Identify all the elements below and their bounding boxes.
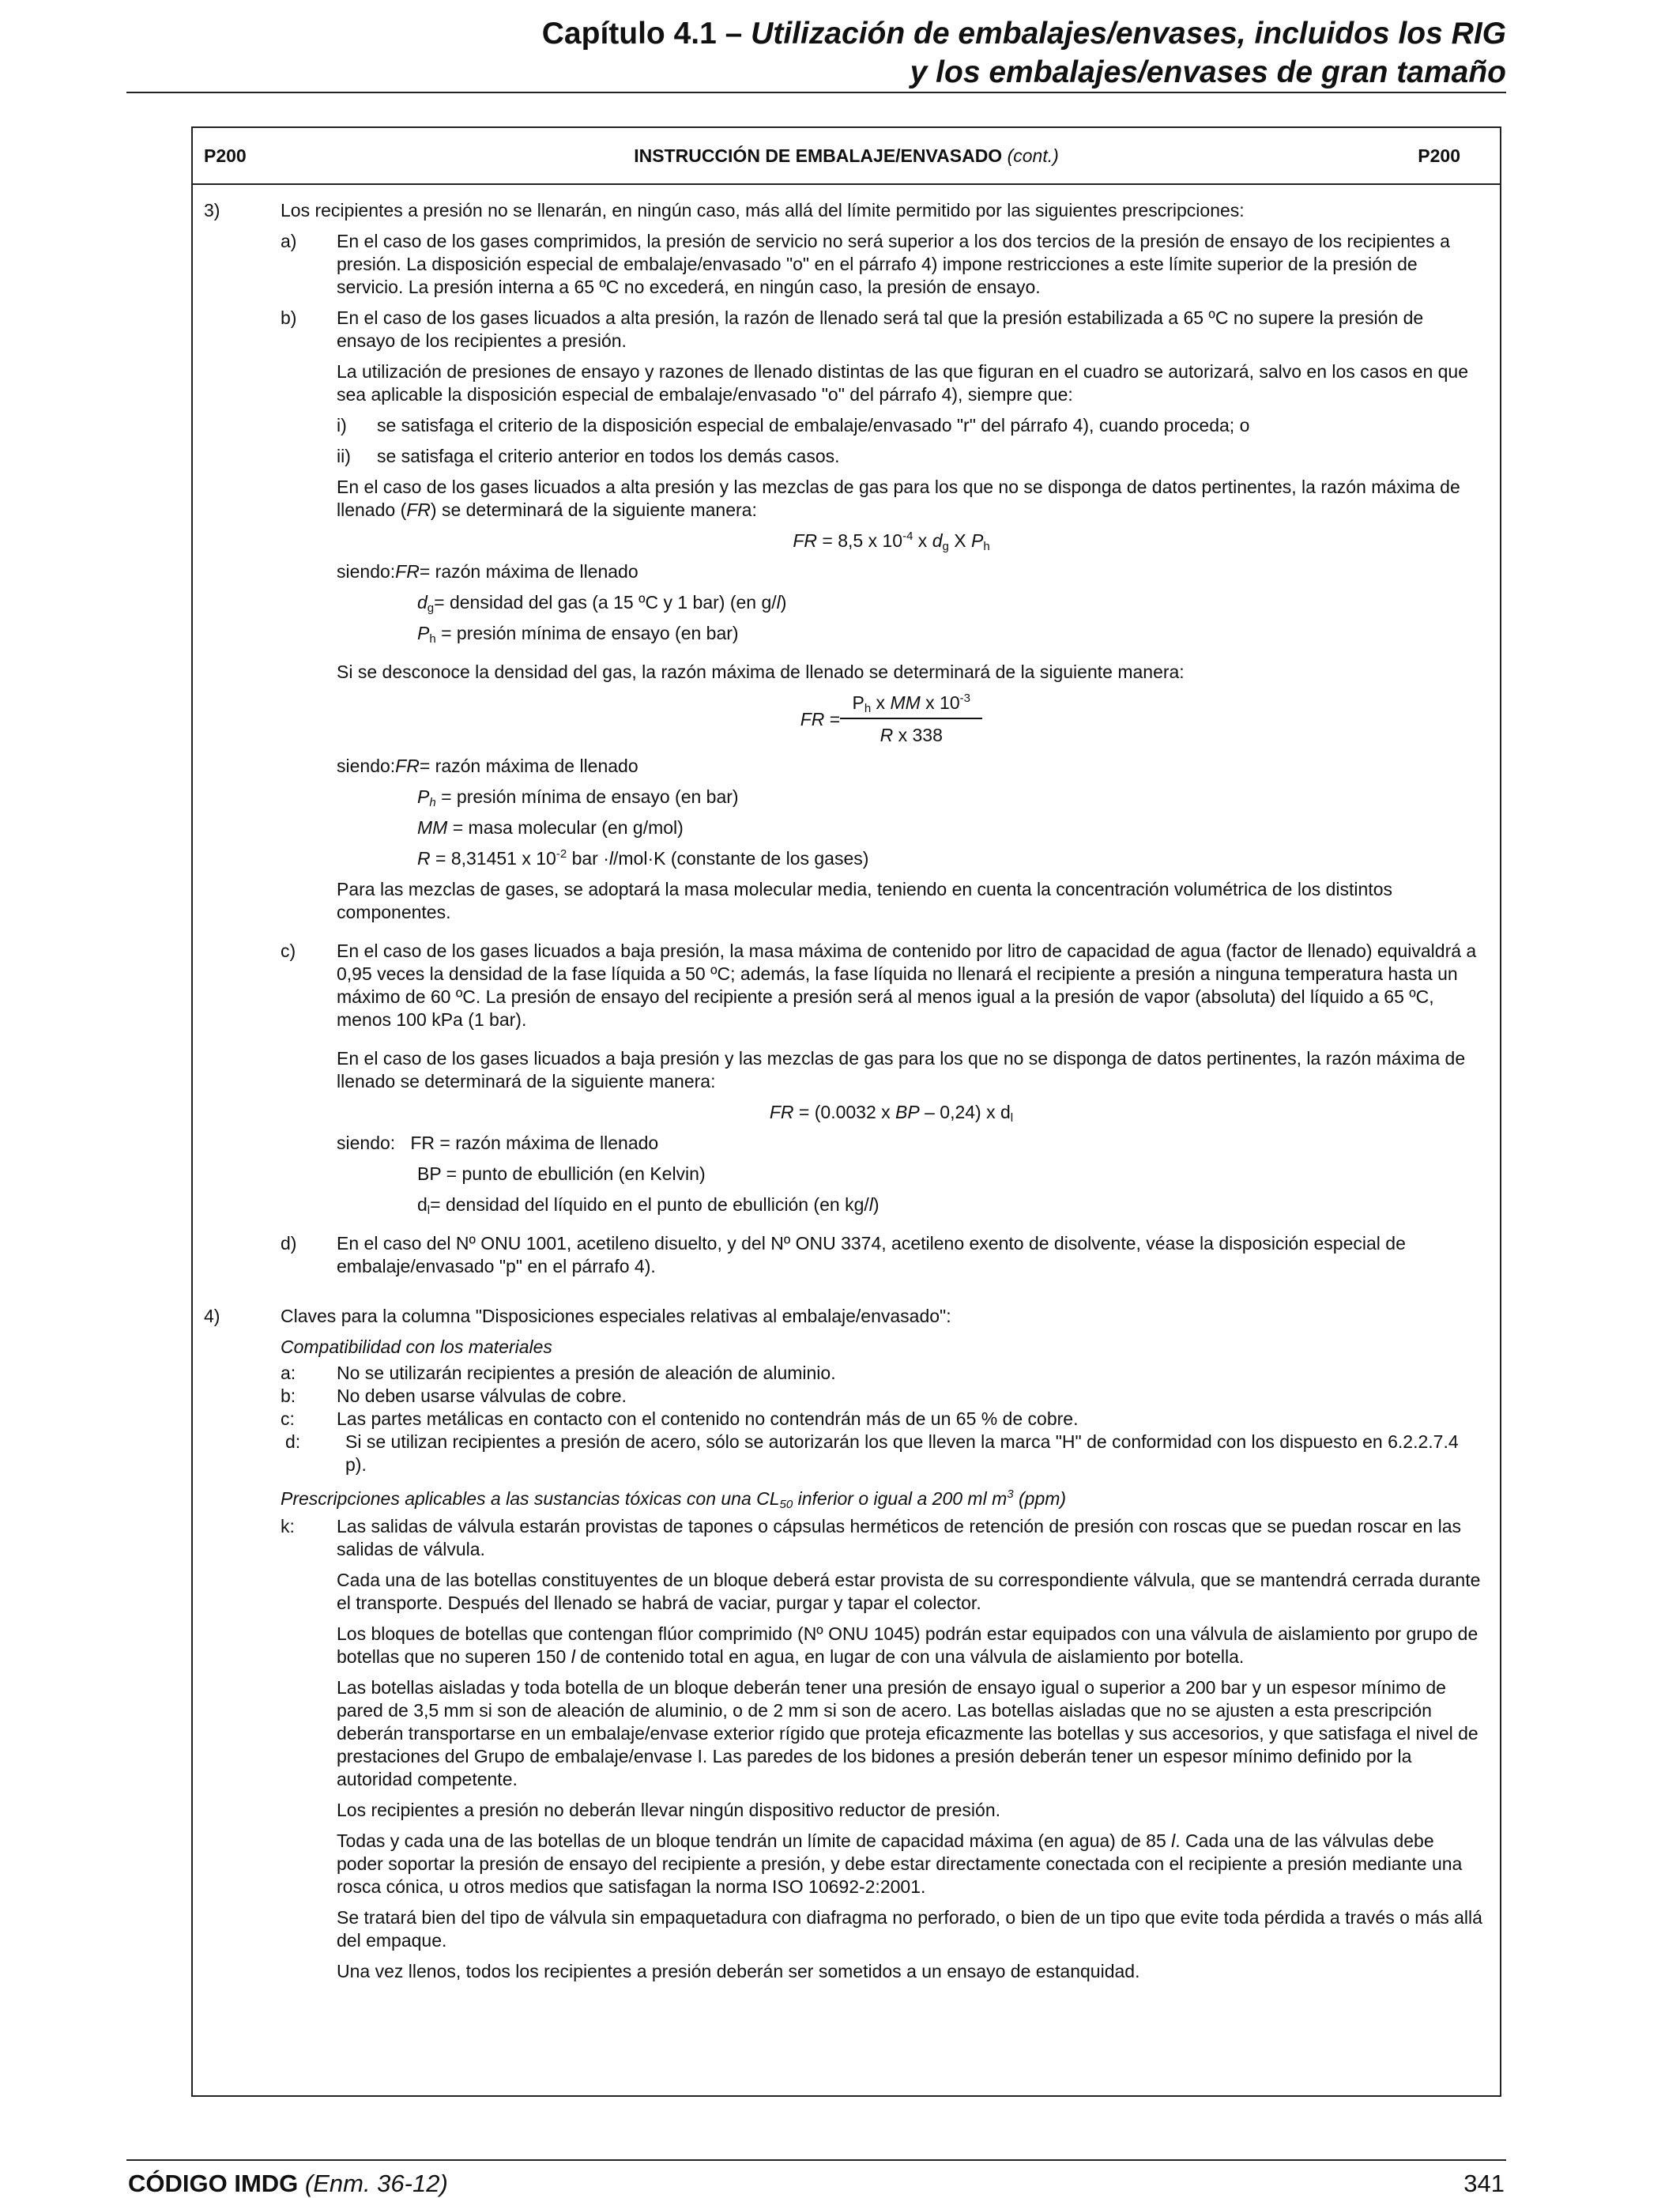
d5-exp: -2 (556, 847, 567, 861)
k-p3-l: l (571, 1646, 575, 1667)
w2-fr: FR (395, 756, 420, 776)
w1-fr: FR (395, 561, 420, 582)
footer-edition: (Enm. 36-12) (298, 2170, 448, 2197)
def-bp: BP = punto de ebullición (en Kelvin) (417, 1163, 706, 1184)
section-3-intro: Los recipientes a presión no se llenarán, en ningún caso, más allá del límite permitido por las siguientes prescripciones: (281, 200, 1245, 221)
def-mm (417, 816, 1484, 839)
instruction-title-cont: (cont.) (1007, 145, 1059, 166)
fraction-bar (840, 718, 982, 719)
w1-label: siendo: (337, 561, 396, 582)
compat-a-label: a: (281, 1363, 296, 1383)
def-ph-2 (417, 786, 1484, 809)
section-3-item-b (281, 307, 1484, 932)
where-block-3 (337, 1132, 1484, 1155)
para-3-text-a: En el caso de los gases licuados a alta presión y las mezclas de gas para los que no se disponga de datos pertinentes, la razón máxima de llenado ( (337, 477, 1460, 520)
toxic-d: (ppm) (1013, 1488, 1067, 1509)
def-r (417, 847, 1484, 870)
d5-l: l (608, 848, 613, 869)
instruction-content (193, 199, 1500, 2007)
f1-fr: FR (793, 530, 818, 551)
d2-p: P (417, 623, 430, 643)
item-b-para-1: En el caso de los gases licuados a alta presión, la razón de llenado será tal que la presión estabilizada a 65 ºC no supere la presión de ensayo de los recipientes a presión. (337, 307, 1424, 351)
header-divider (126, 92, 1506, 93)
section-3-item-a (281, 230, 1484, 299)
sub-i-text: se satisfaga el criterio de la disposición especial de embalaje/envasado "r" del párrafo 4), cuando proceda; o (377, 415, 1250, 435)
toxic-heading (281, 1487, 1484, 1510)
f2-denominator (880, 724, 943, 747)
d4-mm: MM (417, 817, 448, 838)
f1-d: d (932, 530, 943, 551)
formula-fr-molar (337, 692, 1484, 747)
compat-item-d (281, 1431, 1484, 1476)
footer-divider (126, 2159, 1506, 2161)
section-4 (193, 1305, 1484, 1999)
item-k-para-6 (337, 1830, 1484, 1898)
item-k-para-3 (337, 1623, 1484, 1668)
d-dl-a: d (417, 1194, 428, 1215)
f2-eq: = (824, 708, 841, 730)
d-dl-b: = densidad del líquido en el punto de ebullición (en kg/ (430, 1194, 869, 1215)
k-p6-l: l (1171, 1830, 1176, 1851)
where-block-1 (337, 560, 1484, 583)
item-c-para-1: En el caso de los gases licuados a baja presión, la masa máxima de contenido por litro de capacidad de agua (factor de llenado) equivaldrá a 0,95 veces la densidad de la fase líquida a 50 ºC; además, la fase líquida no llenará el recipiente a presión a ninguna temperatura hasta un máximo de 60 ºC. La presión de ensayo del recipiente a presión será al menos igual a la presión de vapor (absoluta) del líquido a 65 ºC, menos 100 kPa (1 bar). (337, 941, 1477, 1030)
chapter-title-line1: Utilización de embalajes/envases, incluidos los RIG (751, 17, 1506, 51)
instruction-title-text: INSTRUCCIÓN DE EMBALAJE/ENVASADO (634, 145, 1003, 166)
item-d-label: d) (281, 1233, 297, 1254)
toxic-b: inferior o igual a 200 m (793, 1488, 983, 1509)
section-3-item-d (281, 1232, 1484, 1278)
compat-c-label: c: (281, 1408, 295, 1429)
d-dl-c: ) (872, 1194, 880, 1215)
d5-c: /mol·K (constante de los gases) (613, 848, 869, 869)
item-b-para-2: La utilización de presiones de ensayo y razones de llenado distintas de las que figuran en el cuadro se autorizará, salvo en los casos en que sea aplicable la disposición especial de embalaje/envasado "o" del párrafo 4), siempre que: (337, 361, 1469, 405)
fc-b: – 0,24) x d (919, 1102, 1011, 1122)
item-k-label: k: (281, 1516, 295, 1536)
item-b-para-4: Si se desconoce la densidad del gas, la razón máxima de llenado se determinará de la siguiente manera: (337, 662, 1185, 682)
d2-text: = presión mínima de ensayo (en bar) (435, 623, 739, 643)
fc-bp: BP (895, 1102, 920, 1122)
d5-r: R (417, 848, 431, 869)
where-block-2 (337, 755, 1484, 778)
w3-label: siendo: (337, 1133, 411, 1153)
f2-num-exp: -3 (959, 692, 970, 705)
item-a-label: a) (281, 231, 297, 251)
compat-item-a (281, 1362, 1484, 1385)
instruction-box (191, 126, 1501, 2097)
item-k-para-2: Cada una de las botellas constituyentes de un bloque deberá estar provista de su correspondiente válvula, que se mantendrá cerrada durante el transporte. Después del llenado se habrá de vaciar, purgar y tapar el colector. (337, 1570, 1481, 1613)
compat-list (281, 1362, 1484, 1476)
item-c-para-2: En el caso de los gases licuados a baja presión y las mezclas de gas para los que no se disponga de datos pertinentes, la razón máxima de llenado se determinará de la siguiente manera: (337, 1048, 1466, 1091)
sub-i-label: i) (337, 415, 347, 435)
item-c-label: c) (281, 941, 296, 961)
d5-b: bar · (567, 848, 609, 869)
k-p3-a: Los bloques de botellas que contengan flúor comprimido (Nº ONU 1045) podrán estar equipados con una válvula de aislamiento por grupo de botellas que no superen 150 (337, 1623, 1478, 1667)
f1-exp: -4 (902, 530, 913, 543)
compat-d-label: d: (285, 1431, 301, 1452)
formula-fr-boiling (337, 1101, 1484, 1124)
toxic-sub: 50 (779, 1498, 793, 1511)
d4-text: = masa molecular (en g/mol) (447, 817, 684, 838)
item-b-para-5: Para las mezclas de gases, se adoptará la masa molecular media, teniendo en cuenta la concentración volumétrica de los distintos componentes. (337, 879, 1393, 922)
d5-a: = 8,31451 x 10 (430, 848, 556, 869)
section-3-number: 3) (204, 200, 220, 221)
instruction-title (193, 145, 1500, 167)
instruction-code-right: P200 (1418, 145, 1460, 166)
w3-text: FR = razón máxima de llenado (410, 1133, 659, 1153)
footer-code: CÓDIGO IMDG (128, 2170, 299, 2197)
chapter-title-line2: y los embalajes/envases de gran tamaño (910, 55, 1506, 89)
f2-num-a: x (871, 692, 891, 713)
w2-text: = razón máxima de llenado (419, 756, 638, 776)
toxic-a: Prescripciones aplicables a las sustancias tóxicas con una CL (281, 1488, 780, 1509)
compat-b-label: b: (281, 1386, 296, 1406)
toxic-l: l (982, 1488, 987, 1509)
para-3-fr: FR (406, 500, 431, 520)
item-b-para-3 (337, 476, 1484, 522)
d-dl-l: l (868, 1194, 873, 1215)
d3-p: P (417, 786, 430, 807)
fc-sub: l (1010, 1111, 1014, 1125)
item-d-text: En el caso del Nº ONU 1001, acetileno disuelto, y del Nº ONU 3374, acetileno exento de disolvente, véase la disposición especial de embalaje/envasado "p" en el párrafo 4). (337, 1233, 1406, 1276)
d3-psub: h (429, 796, 436, 809)
section-3-item-c (281, 940, 1484, 1224)
item-k-para-4: Las botellas aisladas y toda botella de un bloque deberán tener una presión de ensayo igual o superior a 200 bar y un espesor mínimo de pared de 3,5 mm si son de aleación de aluminio, o de 2 mm si son de acero. Las botellas aisladas que no se ajusten a esta prescripción deberán transportarse en un embalaje/envase exterior rígido que proteja eficazmente las botellas y sus accesorios, y que satisfaga el nivel de prestaciones del Grupo de embalaje/envase I. Las paredes de los bidones a presión deberán tener un espesor mínimo definido por la autoridad competente. (337, 1677, 1478, 1789)
k-p6-a: Todas y cada una de las botellas de un bloque tendrán un límite de capacidad máxima (en agua) de 85 (337, 1830, 1172, 1851)
compat-c-text: Las partes metálicas en contacto con el contenido no contendrán más de un 65 % de cobre. (337, 1408, 1079, 1429)
k-p6-b: . Cada una de las válvulas debe poder soportar la presión de ensayo del recipiente a presión, y debe estar directamente conectada con el recipiente a presión mediante una rosca cónica, u otros medios que satisfagan la norma ISO 10692-2:2001. (337, 1830, 1463, 1897)
item-k-para-5: Los recipientes a presión no deberán llevar ningún dispositivo reductor de presión. (337, 1800, 1001, 1820)
compat-b-text: No deben usarse válvulas de cobre. (337, 1386, 627, 1406)
sub-ii-text: se satisfaga el criterio anterior en todos los demás casos. (377, 446, 840, 466)
f1-c: X (948, 530, 971, 551)
formula-fr-density (337, 530, 1484, 552)
f2-num-b: x 10 (920, 692, 960, 713)
def-ph-1 (417, 622, 1484, 645)
toxic-exp: 3 (1007, 1487, 1014, 1501)
f1-a: = 8,5 x 10 (817, 530, 903, 551)
item-k-para-7: Se tratará bien del tipo de válvula sin empaquetadura con diafragma no perforado, o bien de un tipo que evite toda pérdida a través o más allá del empaque. (337, 1907, 1482, 1951)
section-3 (193, 199, 1484, 1286)
chapter-number: Capítulo 4.1 – (541, 17, 751, 51)
f2-num-p: P (852, 692, 864, 713)
compat-heading: Compatibilidad con los materiales (281, 1337, 552, 1357)
d1-l: l (776, 592, 781, 613)
f2-numerator (852, 692, 970, 714)
f2-den-text: x 338 (893, 725, 943, 745)
item-b-label: b) (281, 307, 297, 328)
para-3-text-b: ) se determinará de la siguiente manera: (430, 500, 757, 520)
f2-num-psub: h (864, 702, 872, 715)
d1-dsub: g (427, 601, 435, 615)
page-number: 341 (1463, 2170, 1505, 2197)
f2-num-mm: MM (890, 692, 921, 713)
compat-item-b (281, 1385, 1484, 1408)
def-dl (417, 1193, 1484, 1216)
w1-text: = razón máxima de llenado (419, 561, 638, 582)
d-dl-sub: l (427, 1204, 431, 1217)
item-a-text: En el caso de los gases comprimidos, la presión de servicio no será superior a los dos tercios de la presión de ensayo de los recipientes a presión. La disposición especial de embalaje/envasado "o" en el párrafo 4) impone restricciones a este límite superior de la presión de servicio. La presión interna a 65 ºC no excederá, en ningún caso, la presión de ensayo. (337, 231, 1450, 297)
chapter-header (542, 14, 1506, 92)
d1-end: ) (780, 592, 787, 613)
section-4-number: 4) (204, 1306, 220, 1326)
f1-dsub: g (942, 540, 949, 553)
w2-label: siendo: (337, 756, 396, 776)
d3-text: = presión mínima de ensayo (en bar) (435, 786, 739, 807)
section-4-intro: Claves para la columna "Disposiciones especiales relativas al embalaje/envasado": (281, 1306, 951, 1326)
sub-ii-label: ii) (337, 446, 351, 466)
item-b-sub-ii (337, 445, 1484, 468)
instruction-code-left: P200 (204, 145, 247, 166)
f1-psub: h (983, 540, 990, 553)
compat-d-text: Si se utilizan recipientes a presión de acero, sólo se autorizarán los que lleven la marca "H" de conformidad con los dispuesto en 6.2.2.7.4 p). (345, 1431, 1459, 1475)
fc-a: = (0.0032 x (793, 1102, 896, 1122)
f1-b: x (913, 530, 932, 551)
fc-fr: FR (769, 1102, 794, 1122)
d1-d: d (417, 592, 428, 613)
f2-den-r: R (880, 725, 894, 745)
d2-psub: h (429, 632, 436, 646)
f1-p: P (970, 530, 984, 551)
d1-text: = densidad del gas (a 15 ºC y 1 bar) (en g/ (434, 592, 777, 613)
item-k-para-8: Una vez llenos, todos los recipientes a presión deberán ser sometidos a un ensayo de estanquidad. (337, 1961, 1140, 1981)
compat-item-c (281, 1408, 1484, 1431)
f2-fr: FR (800, 708, 825, 730)
item-k-para-1: Las salidas de válvula estarán provistas de tapones o cápsulas herméticos de retención de presión con roscas que se puedan roscar en las salidas de válvula. (337, 1516, 1462, 1559)
item-b-sub-i (337, 414, 1484, 437)
box-header (193, 128, 1500, 185)
f2-fraction (840, 692, 982, 747)
f2-lhs (800, 708, 841, 731)
toxic-item-k (281, 1515, 1484, 1991)
k-p3-b: de contenido total en agua, en lugar de con una válvula de aislamiento por botella. (574, 1646, 1245, 1667)
toxic-c: m (986, 1488, 1008, 1509)
compat-a-text: No se utilizarán recipientes a presión de aleación de aluminio. (337, 1363, 836, 1383)
def-dg (417, 591, 1484, 614)
